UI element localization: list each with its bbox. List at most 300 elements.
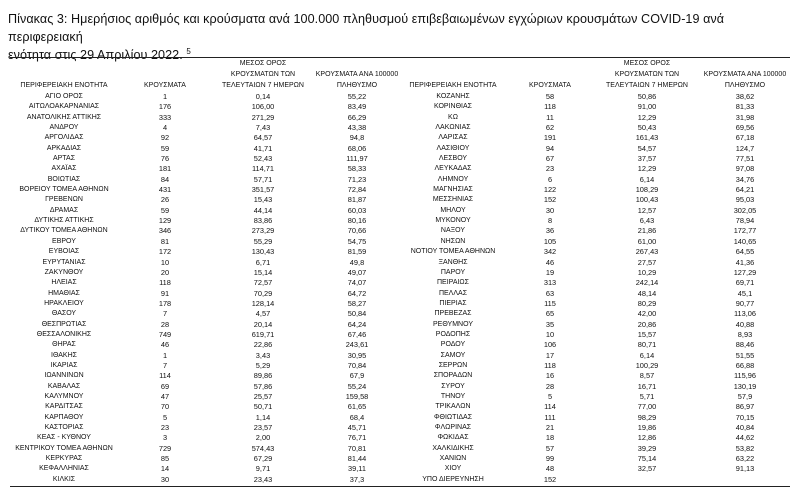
region-name: ΗΛΕΙΑΣ xyxy=(51,279,77,287)
cases: 59 xyxy=(160,205,170,215)
cases-right: 23 xyxy=(545,164,555,174)
per-100k: 159,58 xyxy=(345,391,369,401)
cases: 178 xyxy=(158,298,172,308)
avg-7day: 9,71 xyxy=(255,464,271,474)
cases-right: 30 xyxy=(545,205,555,215)
cases: 346 xyxy=(158,226,172,236)
per-100k-right: 51,55 xyxy=(735,350,755,360)
region-name: ΓΡΕΒΕΝΩΝ xyxy=(45,196,83,204)
avg-7day: 130,43 xyxy=(251,247,275,257)
region-name: ΑΧΑΪΑΣ xyxy=(51,165,77,173)
table-row xyxy=(10,278,790,288)
region-name: ΚΑΣΤΟΡΙΑΣ xyxy=(44,424,84,431)
avg-7day-right: 50,86 xyxy=(637,92,657,101)
region-name: ΗΜΑΘΙΑΣ xyxy=(48,289,80,297)
cases-right: 152 xyxy=(543,195,557,205)
region-name-right: ΦΩΚΙΔΑΣ xyxy=(437,434,469,442)
table-row xyxy=(10,330,790,340)
avg-7day-right: 12,29 xyxy=(637,112,657,122)
per-100k-right: 64,21 xyxy=(735,185,755,195)
region-name: ΘΕΣΠΡΩΤΙΑΣ xyxy=(41,320,87,328)
per-100k: 54,75 xyxy=(347,236,367,246)
region-name: ΙΘΑΚΗΣ xyxy=(51,351,77,359)
cases: 28 xyxy=(160,319,170,329)
cases-right: 5 xyxy=(547,391,553,401)
footnote-marker: 5 xyxy=(186,47,191,56)
cases: 3 xyxy=(162,433,168,443)
cases-right: 17 xyxy=(545,350,555,360)
cases-right: 58 xyxy=(545,92,555,101)
region-name-right: ΜΥΚΟΝΟΥ xyxy=(435,217,471,225)
region-name-right: ΞΑΝΘΗΣ xyxy=(438,258,468,266)
region-name: ΑΡΚΑΔΙΑΣ xyxy=(46,144,82,152)
per-100k: 39,11 xyxy=(348,464,366,474)
table-row xyxy=(10,464,790,474)
region-name: ΚΑΛΥΜΝΟΥ xyxy=(44,392,84,400)
avg-7day-right: 54,57 xyxy=(637,143,657,153)
per-100k-right: 113,06 xyxy=(733,309,757,319)
region-name-right: ΠΡΕΒΕΖΑΣ xyxy=(434,310,472,318)
table-row xyxy=(10,320,790,330)
avg-7day-right: 12,86 xyxy=(637,433,657,443)
per-100k: 58,33 xyxy=(347,164,367,174)
cases: 81 xyxy=(160,236,170,246)
per-100k-right: 8,93 xyxy=(737,329,753,339)
header-cases: ΚΡΟΥΣΜΑΤΑ xyxy=(144,82,186,89)
table-row xyxy=(10,413,790,423)
avg-7day: 574,43 xyxy=(251,443,275,453)
region-name: ΚΕΦΑΛΛΗΝΙΑΣ xyxy=(39,465,89,473)
per-100k: 83,49 xyxy=(347,102,367,112)
table-caption xyxy=(8,10,798,64)
per-100k: 49,07 xyxy=(347,267,367,277)
region-name-right: ΜΑΓΝΗΣΙΑΣ xyxy=(433,186,473,194)
region-name: ΒΟΡΕΙΟΥ ΤΟΜΕΑ ΑΘΗΝΩΝ xyxy=(19,186,109,194)
region-name: ΑΓΙΟ ΟΡΟΣ xyxy=(45,93,83,100)
region-name: ΚΙΛΚΙΣ xyxy=(52,475,76,483)
cases-right: 28 xyxy=(545,381,555,391)
per-100k-right: 40,88 xyxy=(735,319,755,329)
avg-7day: 52,43 xyxy=(253,154,273,164)
avg-7day: 57,86 xyxy=(253,381,273,391)
cases: 91 xyxy=(160,288,170,298)
avg-7day-right: 6,14 xyxy=(639,350,655,360)
per-100k: 67,9 xyxy=(349,371,365,381)
avg-7day: 619,71 xyxy=(251,329,275,339)
region-name-right: ΣΥΡΟΥ xyxy=(441,382,465,390)
per-100k-right: 95,03 xyxy=(735,195,755,205)
per-100k-right: 77,51 xyxy=(735,154,755,164)
per-100k-right: 67,18 xyxy=(735,133,755,143)
region-name: ΕΥΡΥΤΑΝΙΑΣ xyxy=(42,258,86,266)
table-row xyxy=(10,154,790,164)
table-row xyxy=(10,185,790,195)
header-per-100k: ΚΡΟΥΣΜΑΤΑ ΑΝΑ 100000 ΠΛΗΘΥΣΜΟ xyxy=(315,71,399,89)
per-100k-right: 69,56 xyxy=(735,123,755,133)
table-row xyxy=(10,123,790,133)
avg-7day: 351,57 xyxy=(251,185,275,195)
avg-7day-right: 19,86 xyxy=(637,423,657,432)
per-100k: 76,71 xyxy=(347,433,367,443)
avg-7day-right: 32,57 xyxy=(637,464,657,474)
per-100k: 49,8 xyxy=(349,257,365,267)
avg-7day: 15,43 xyxy=(253,195,273,205)
avg-7day-right: 39,29 xyxy=(637,443,657,453)
region-name-right: ΧΑΛΚΙΔΙΚΗΣ xyxy=(432,444,474,452)
cases-right: 152 xyxy=(543,474,557,484)
avg-7day: 0,14 xyxy=(255,92,271,101)
avg-7day-right: 6,43 xyxy=(639,216,655,226)
region-name-right: ΛΑΚΩΝΙΑΣ xyxy=(435,124,471,132)
per-100k-right: 40,84 xyxy=(735,423,755,432)
caption-text: ενότητα στις 29 Απριλίου 2022. xyxy=(8,48,183,62)
cases: 7 xyxy=(162,309,168,319)
region-name: ΚΑΒΑΛΑΣ xyxy=(47,382,81,390)
avg-7day-right: 80,71 xyxy=(637,340,657,350)
cases-right: 57 xyxy=(545,443,555,453)
per-100k: 61,65 xyxy=(347,402,367,412)
region-name-right: ΣΑΜΟΥ xyxy=(440,351,466,359)
per-100k-right: 81,33 xyxy=(735,102,755,112)
table-row xyxy=(10,237,790,247)
avg-7day-right: 77,00 xyxy=(637,402,657,412)
cases-right: 35 xyxy=(545,319,555,329)
avg-7day: 106,00 xyxy=(251,102,275,112)
avg-7day: 6,71 xyxy=(255,257,271,267)
table-row xyxy=(10,309,790,319)
cases: 1 xyxy=(162,92,168,101)
cases: 69 xyxy=(160,381,170,391)
per-100k: 111,97 xyxy=(346,154,368,164)
table-row xyxy=(10,289,790,299)
cases: 7 xyxy=(162,360,168,370)
region-name-right: ΤΡΙΚΑΛΩΝ xyxy=(435,403,471,411)
cases-right: 10 xyxy=(545,329,555,339)
per-100k: 80,16 xyxy=(347,216,367,226)
avg-7day: 57,71 xyxy=(253,174,273,184)
avg-7day-right: 61,00 xyxy=(637,236,657,246)
header-per-100k-right: ΚΡΟΥΣΜΑΤΑ ΑΝΑ 100000 ΠΛΗΘΥΣΜΟ xyxy=(703,71,787,89)
avg-7day: 64,57 xyxy=(253,133,273,143)
per-100k-right: 34,76 xyxy=(735,174,755,184)
avg-7day-right: 10,29 xyxy=(637,267,657,277)
avg-7day: 3,43 xyxy=(255,350,271,360)
table-row xyxy=(10,144,790,154)
avg-7day: 7,43 xyxy=(255,123,271,133)
cases-right: 118 xyxy=(544,360,556,370)
per-100k-right: 88,46 xyxy=(735,340,755,350)
table-row xyxy=(10,247,790,257)
cases: 85 xyxy=(160,454,170,464)
table-row xyxy=(10,433,790,443)
cases-table xyxy=(10,57,790,487)
per-100k: 45,71 xyxy=(347,423,367,432)
region-name-right: ΝΑΞΟΥ xyxy=(440,227,466,235)
per-100k: 81,44 xyxy=(347,454,367,464)
cases-right: 106 xyxy=(543,340,557,350)
region-name-right: ΠΕΛΛΑΣ xyxy=(438,289,468,297)
region-name: ΑΝΑΤΟΛΙΚΗΣ ΑΤΤΙΚΗΣ xyxy=(26,113,102,121)
avg-7day-right: 20,86 xyxy=(637,319,657,329)
per-100k-right: 302,05 xyxy=(733,205,757,215)
avg-7day-right: 37,57 xyxy=(637,154,657,164)
table-row xyxy=(10,92,790,102)
cases-right: 342 xyxy=(543,247,557,257)
cases: 70 xyxy=(160,402,170,412)
avg-7day-right xyxy=(594,475,700,485)
region-name-right: ΛΑΣΙΘΙΟΥ xyxy=(436,144,470,152)
region-name-right: ΡΟΔΟΠΗΣ xyxy=(435,330,471,338)
per-100k-right: 130,19 xyxy=(733,381,757,391)
region-name: ΙΩΑΝΝΙΝΩΝ xyxy=(44,372,84,380)
per-100k-right: 53,82 xyxy=(735,443,755,453)
region-name: ΘΑΣΟΥ xyxy=(51,310,77,318)
per-100k-right: 86,97 xyxy=(735,402,755,412)
region-name-right: ΠΑΡΟΥ xyxy=(440,268,466,276)
region-name: ΑΙΤΩΛΟΑΚΑΡΝΑΝΙΑΣ xyxy=(28,103,100,111)
cases-right: 46 xyxy=(545,257,555,267)
per-100k: 64,72 xyxy=(347,288,367,298)
avg-7day: 50,71 xyxy=(253,402,273,412)
table-row xyxy=(10,206,790,216)
avg-7day: 89,86 xyxy=(253,371,273,381)
region-name-right: ΦΛΩΡΙΝΑΣ xyxy=(434,424,472,431)
per-100k: 64,24 xyxy=(347,319,367,329)
region-name: ΑΝΔΡΟΥ xyxy=(49,124,79,132)
avg-7day-right: 161,43 xyxy=(635,133,659,143)
per-100k: 66,29 xyxy=(347,112,367,122)
per-100k: 55,24 xyxy=(347,381,367,391)
avg-7day-right: 100,43 xyxy=(635,195,659,205)
region-name-right: ΡΕΘΥΜΝΟΥ xyxy=(432,320,473,328)
avg-7day: 67,29 xyxy=(253,454,273,464)
region-name: ΚΕΝΤΡΙΚΟΥ ΤΟΜΕΑ ΑΘΗΝΩΝ xyxy=(15,444,113,452)
region-name-right: ΠΕΙΡΑΙΩΣ xyxy=(437,279,469,287)
per-100k-right: 57,9 xyxy=(737,391,753,401)
region-name: ΚΑΡΠΑΘΟΥ xyxy=(44,413,84,421)
table-row xyxy=(10,423,790,433)
region-name: ΘΕΣΣΑΛΟΝΙΚΗΣ xyxy=(36,330,92,338)
region-name-right: ΝΟΤΙΟΥ ΤΟΜΕΑ ΑΘΗΝΩΝ xyxy=(410,248,496,256)
cases-right: 191 xyxy=(543,133,557,143)
per-100k: 81,87 xyxy=(347,195,367,205)
cases: 118 xyxy=(159,278,171,288)
cases-right: 114 xyxy=(544,402,556,412)
per-100k: 50,84 xyxy=(347,309,367,319)
cases-right: 21 xyxy=(545,423,555,432)
cases: 1 xyxy=(162,350,168,360)
avg-7day: 128,14 xyxy=(251,298,275,308)
per-100k-right: 78,94 xyxy=(735,216,755,226)
region-name-right: ΜΗΛΟΥ xyxy=(440,206,466,214)
cases-right: 99 xyxy=(545,454,555,464)
per-100k-right: 64,55 xyxy=(735,247,755,257)
avg-7day-right: 6,14 xyxy=(639,174,655,184)
region-name-right: ΚΟΡΙΝΘΙΑΣ xyxy=(434,103,472,111)
cases: 181 xyxy=(158,164,172,174)
region-name-right: ΡΟΔΟΥ xyxy=(440,341,466,349)
cases-right: 67 xyxy=(545,154,555,164)
avg-7day-right: 100,29 xyxy=(635,360,659,370)
table-header xyxy=(10,58,790,92)
per-100k-right: 44,62 xyxy=(735,433,755,443)
per-100k-right: 63,22 xyxy=(735,454,755,464)
per-100k: 60,03 xyxy=(347,205,367,215)
per-100k-right: 140,65 xyxy=(733,236,757,246)
region-name-right: ΚΩ xyxy=(448,113,458,121)
table-row xyxy=(10,340,790,350)
region-name-right: ΜΕΣΣΗΝΙΑΣ xyxy=(432,196,474,204)
per-100k: 68,4 xyxy=(349,412,365,422)
per-100k-right: 97,08 xyxy=(735,164,755,174)
cases: 47 xyxy=(160,391,170,401)
table-row xyxy=(10,392,790,402)
avg-7day-right: 21,86 xyxy=(637,226,657,236)
region-name-right: ΦΘΙΩΤΙΔΑΣ xyxy=(433,413,473,421)
region-name-right: ΛΕΣΒΟΥ xyxy=(438,155,468,163)
table-row xyxy=(10,361,790,371)
avg-7day-right: 5,71 xyxy=(639,391,655,401)
cases-right: 18 xyxy=(545,433,555,443)
cases: 4 xyxy=(162,123,168,133)
per-100k-right: 69,71 xyxy=(735,278,755,288)
per-100k-right: 91,13 xyxy=(735,464,755,474)
table-row xyxy=(10,382,790,392)
region-name-right: ΣΠΟΡΑΔΩΝ xyxy=(433,372,473,380)
per-100k: 71,23 xyxy=(347,174,367,184)
cases: 26 xyxy=(160,195,170,205)
cases: 729 xyxy=(158,443,172,453)
cases-right: 6 xyxy=(547,174,553,184)
per-100k-right: 70,15 xyxy=(735,412,755,422)
cases-right: 115 xyxy=(544,298,556,308)
per-100k: 55,22 xyxy=(347,92,367,101)
per-100k-right: 172,77 xyxy=(733,226,757,236)
cases-right: 111 xyxy=(544,412,556,422)
per-100k-right: 45,1 xyxy=(737,288,753,298)
region-name-right: ΤΗΝΟΥ xyxy=(440,392,466,400)
cases-right: 16 xyxy=(545,371,555,381)
header-cases-right: ΚΡΟΥΣΜΑΤΑ xyxy=(529,82,571,89)
table-row xyxy=(10,216,790,226)
cases: 114 xyxy=(159,371,171,381)
cases: 84 xyxy=(160,174,170,184)
region-name: ΔΡΑΜΑΣ xyxy=(49,206,79,214)
cases-right: 313 xyxy=(543,278,557,288)
avg-7day-right: 27,57 xyxy=(637,257,657,267)
avg-7day: 2,00 xyxy=(255,433,271,443)
region-name-right: ΠΙΕΡΙΑΣ xyxy=(439,299,467,307)
header-avg-7day-right: ΜΕΣΟΣ ΟΡΟΣ ΚΡΟΥΣΜΑΤΩΝ ΤΩΝ ΤΕΛΕΥΤΑΙΩΝ 7 ΗΜΕΡΩΝ xyxy=(606,60,688,89)
cases: 46 xyxy=(160,340,170,350)
region-name-right: ΛΕΥΚΑΔΑΣ xyxy=(434,165,472,173)
avg-7day: 15,14 xyxy=(253,267,273,277)
cases: 59 xyxy=(160,143,170,153)
cases-right: 105 xyxy=(543,236,557,246)
avg-7day-right: 8,57 xyxy=(639,371,655,381)
region-name: ΒΟΙΩΤΙΑΣ xyxy=(47,175,81,183)
table-row xyxy=(10,402,790,412)
avg-7day: 55,29 xyxy=(253,236,273,246)
avg-7day: 20,14 xyxy=(253,319,273,329)
cases: 129 xyxy=(158,216,172,226)
header-region-right: ΠΕΡΙΦΕΡΕΙΑΚΗ ΕΝΟΤΗΤΑ xyxy=(409,82,497,89)
per-100k: 70,81 xyxy=(347,443,367,453)
avg-7day-right: 16,71 xyxy=(637,381,657,391)
cases-right: 36 xyxy=(545,226,555,236)
per-100k: 68,06 xyxy=(347,143,367,153)
avg-7day: 23,57 xyxy=(253,423,273,432)
avg-7day-right: 48,14 xyxy=(637,288,657,298)
region-name: ΙΚΑΡΙΑΣ xyxy=(50,361,78,369)
cases: 749 xyxy=(158,329,172,339)
table-row xyxy=(10,475,790,485)
avg-7day-right: 12,57 xyxy=(637,205,657,215)
table-row xyxy=(10,258,790,268)
caption-line-1: Πίνακας 3: Ημερήσιος αριθμός και κρούσματα ανά 100.000 πληθυσμού επιβεβαιωμένων εγχώριων κρουσμάτων COVID-19 ανά περιφερειακή xyxy=(8,12,725,44)
cases-right: 19 xyxy=(545,267,555,277)
cases-right: 63 xyxy=(545,288,555,298)
avg-7day-right: 98,29 xyxy=(637,412,657,422)
per-100k-right: 66,88 xyxy=(735,360,755,370)
table-row xyxy=(10,102,790,112)
avg-7day-right: 42,00 xyxy=(637,309,657,319)
avg-7day-right: 108,29 xyxy=(635,185,659,195)
per-100k: 70,66 xyxy=(347,226,367,236)
table-row xyxy=(10,444,790,454)
per-100k: 70,84 xyxy=(347,360,367,370)
per-100k: 58,27 xyxy=(347,298,367,308)
region-name-right: ΥΠΟ ΔΙΕΡΕΥΝΗΣΗ xyxy=(422,475,484,483)
avg-7day: 44,14 xyxy=(253,205,273,215)
avg-7day: 70,29 xyxy=(253,288,273,298)
avg-7day-right: 80,29 xyxy=(637,298,657,308)
cases-right: 8 xyxy=(547,216,553,226)
table-row xyxy=(10,113,790,123)
avg-7day: 5,29 xyxy=(255,360,271,370)
cases: 5 xyxy=(162,412,168,422)
avg-7day: 273,29 xyxy=(251,226,275,236)
per-100k: 94,8 xyxy=(349,133,365,143)
avg-7day-right: 50,43 xyxy=(637,123,657,133)
table-row xyxy=(10,454,790,464)
region-name: ΑΡΤΑΣ xyxy=(52,155,76,163)
avg-7day-right: 12,29 xyxy=(637,164,657,174)
per-100k-right: 127,29 xyxy=(733,267,757,277)
per-100k: 37,3 xyxy=(349,474,365,484)
cases: 76 xyxy=(160,154,170,164)
avg-7day-right: 91,00 xyxy=(637,102,657,112)
avg-7day: 4,57 xyxy=(255,309,271,319)
table-row xyxy=(10,371,790,381)
per-100k-right xyxy=(700,475,790,485)
per-100k-right: 124,7 xyxy=(735,143,755,153)
cases-right: 122 xyxy=(543,185,557,195)
per-100k-right: 38,62 xyxy=(735,92,755,101)
region-name: ΗΡΑΚΛΕΙΟΥ xyxy=(44,299,84,307)
table-row xyxy=(10,268,790,278)
cases: 10 xyxy=(160,257,170,267)
cases: 431 xyxy=(158,185,172,195)
avg-7day: 23,43 xyxy=(253,474,273,484)
table-row xyxy=(10,133,790,143)
region-name: ΚΕΑΣ - ΚΥΘΝΟΥ xyxy=(37,434,91,442)
table-row xyxy=(10,164,790,174)
cases-right: 62 xyxy=(545,123,555,133)
region-name-right: ΝΗΣΩΝ xyxy=(440,237,466,245)
per-100k: 67,46 xyxy=(347,329,367,339)
avg-7day-right: 15,57 xyxy=(637,329,657,339)
